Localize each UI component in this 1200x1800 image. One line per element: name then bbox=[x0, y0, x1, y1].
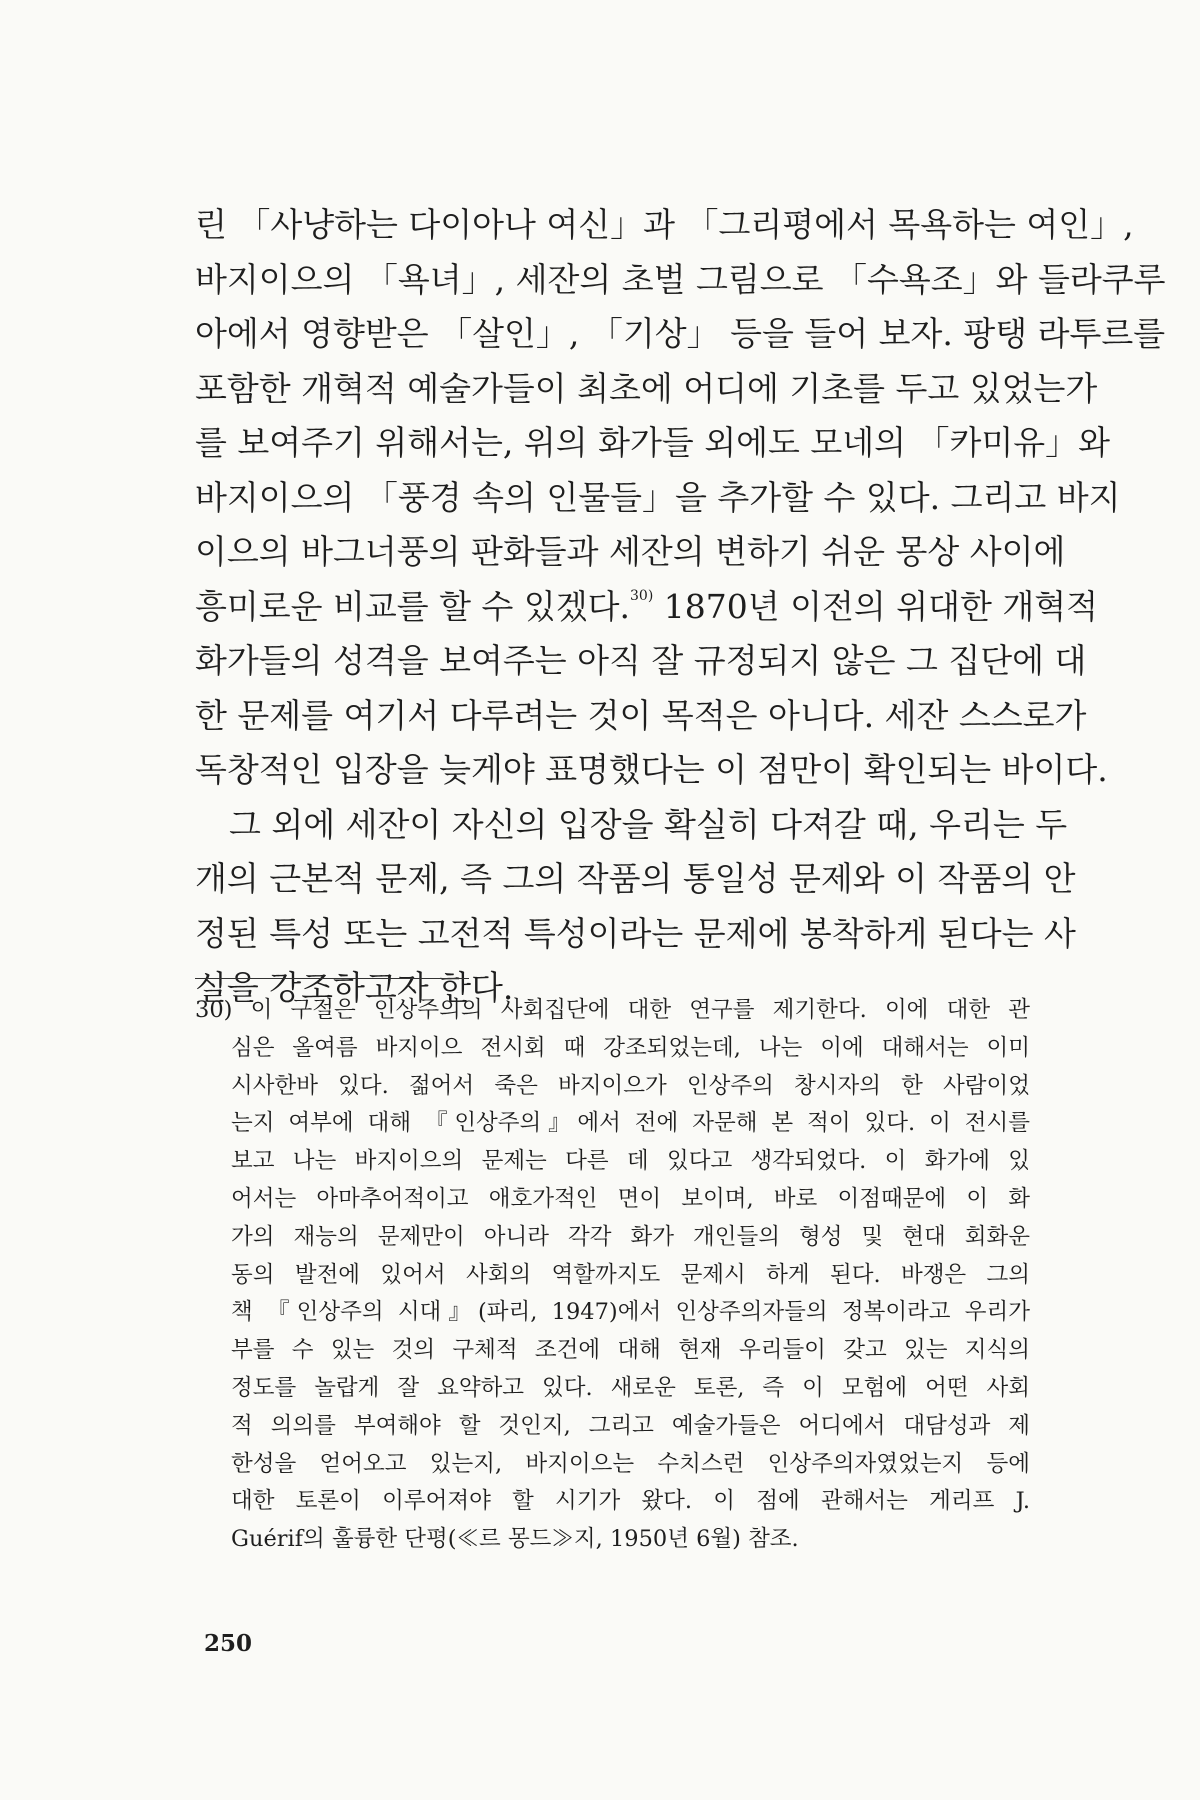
footnote-line: 정도를 놀랍게 잘 요약하고 있다. 새로운 토론, 즉 이 모험에 어떤 사회 bbox=[231, 1374, 1030, 1401]
body-line: 바지이으의 「욕녀」, 세잔의 초벌 그림으로 「수욕조」와 들라쿠루 bbox=[195, 259, 1166, 299]
body-line: 바지이으의 「풍경 속의 인물들」을 추가할 수 있다. 그리고 바지 bbox=[195, 477, 1121, 517]
footnote-line: 어서는 아마추어적이고 애호가적인 면이 보이며, 바로 이점때문에 이 화 bbox=[231, 1185, 1030, 1212]
body-line: 독창적인 입장을 늦게야 표명했다는 이 점만이 확인되는 바이다. bbox=[195, 750, 1108, 789]
footnote bbox=[195, 992, 1030, 1559]
footnote-line: 부를 수 있는 것의 구체적 조건에 대해 현재 우리들이 갖고 있는 지식의 bbox=[231, 1337, 1030, 1364]
footnote-divider bbox=[195, 978, 469, 979]
footnote-line: 심은 올여름 바지이으 전시회 때 강조되었는데, 나는 이에 대해서는 이미 bbox=[231, 1034, 1030, 1061]
footnote-line: 책 『인상주의 시대』(파리, 1947)에서 인상주의자들의 정복이라고 우리가 bbox=[231, 1299, 1030, 1326]
body-line-part: 1870년 이전의 위대한 개혁적 bbox=[663, 586, 1099, 626]
footnote-line: 보고 나는 바지이으의 문제는 다른 데 있다고 생각되었다. 이 화가에 있 bbox=[231, 1148, 1030, 1175]
body-text bbox=[195, 198, 1166, 1016]
footnote-reference[interactable]: 30) bbox=[630, 587, 654, 604]
page-number: 250 bbox=[204, 1630, 253, 1657]
body-line: 화가들의 성격을 보여주는 아직 잘 규정되지 않은 그 집단에 대 bbox=[195, 641, 1087, 680]
footnote-line: 시사한바 있다. 젊어서 죽은 바지이으가 인상주의 창시자의 한 사람이었 bbox=[231, 1072, 1030, 1099]
body-line: 이으의 바그너풍의 판화들과 세잔의 변하기 쉬운 몽상 사이에 bbox=[195, 532, 1066, 571]
footnote-line: 적 의의를 부여해야 할 것인지, 그리고 예술가들은 어디에서 대담성과 제 bbox=[231, 1412, 1030, 1439]
footnote-line: 30) 이 구절은 인상주의의 사회집단에 대한 연구를 제기한다. 이에 대한 관 bbox=[195, 997, 1030, 1023]
footnote-line: 동의 발전에 있어서 사회의 역할까지도 문제시 하게 된다. 바쟁은 그의 bbox=[231, 1261, 1030, 1288]
footnote-line: 한성을 얻어오고 있는지, 바지이으는 수치스런 인상주의자였었는지 등에 bbox=[231, 1450, 1030, 1477]
body-line: 정된 특성 또는 고전적 특성이라는 문제에 봉착하게 된다는 사 bbox=[195, 913, 1076, 953]
body-line: 린 「사냥하는 다이아나 여신」과 「그리평에서 목욕하는 여인」, bbox=[195, 205, 1134, 244]
body-line: 한 문제를 여기서 다루려는 것이 목적은 아니다. 세잔 스스로가 bbox=[195, 695, 1087, 735]
body-line: 실을 강조하고자 한다. bbox=[195, 968, 514, 1007]
paragraph-start: 그 외에 세잔이 자신의 입장을 확실히 다져갈 때, 우리는 두 bbox=[229, 804, 1068, 844]
body-line: 를 보여주기 위해서는, 위의 화가들 외에도 모네의 「카미유」와 bbox=[195, 423, 1110, 462]
body-line-part: 흥미로운 비교를 할 수 있겠다. bbox=[195, 586, 630, 626]
body-line: 개의 근본적 문제, 즉 그의 작품의 통일성 문제와 이 작품의 안 bbox=[195, 859, 1076, 898]
footnote-line: 는지 여부에 대해 『인상주의』에서 전에 자문해 본 적이 있다. 이 전시를 bbox=[231, 1110, 1030, 1137]
body-line-with-note bbox=[195, 580, 1099, 635]
footnote-line: 가의 재능의 문제만이 아니라 각각 화가 개인들의 형성 및 현대 회화운 bbox=[231, 1223, 1030, 1250]
body-line: 포함한 개혁적 예술가들이 최초에 어디에 기초를 두고 있었는가 bbox=[195, 368, 1098, 408]
footnote-line: Guérif의 훌륭한 단평(≪르 몽드≫지, 1950년 6월) 참조. bbox=[231, 1526, 799, 1553]
body-line: 아에서 영향받은 「살인」, 「기상」 등을 들어 보자. 팡탱 라투르를 bbox=[195, 314, 1166, 353]
footnote-line: 대한 토론이 이루어져야 할 시기가 왔다. 이 점에 관해서는 게리프 J. bbox=[231, 1488, 1030, 1515]
